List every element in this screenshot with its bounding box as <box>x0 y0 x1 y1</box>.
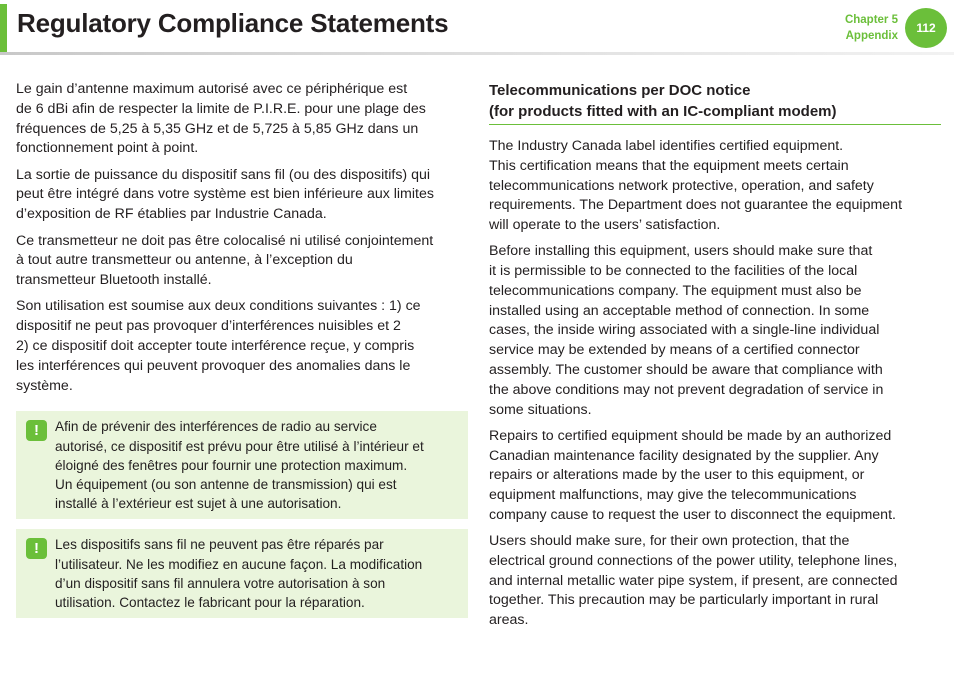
text-line: fréquences de 5,25 à 5,35 GHz et de 5,725 à 5,85 GHz dans un <box>16 120 419 137</box>
text-line: Repairs to certified equipment should be made by an authorized <box>489 427 892 444</box>
page-title: Regulatory Compliance Statements <box>17 8 449 38</box>
page-number-badge: 112 <box>905 8 947 48</box>
text-line: Afin de prévenir des interférences de radio au service <box>55 419 377 435</box>
left-paragraphs <box>16 80 468 396</box>
text-line: The Industry Canada label identifies certified equipment. <box>489 138 844 154</box>
body-paragraph <box>16 166 468 225</box>
text-line: transmetteur Bluetooth installé. <box>16 272 212 289</box>
text-line: areas. <box>489 612 529 629</box>
text-line: company cause to request the user to disconnect the equipment. <box>489 506 896 523</box>
right-column <box>489 80 941 637</box>
text-line: l’utilisateur. Ne les modifiez en aucune façon. La modification <box>55 556 423 572</box>
text-line: some situations. <box>489 401 592 418</box>
text-line: d’un dispositif sans fil annulera votre autorisation à son <box>55 575 386 591</box>
section-heading <box>489 80 941 125</box>
body-paragraph <box>489 532 941 631</box>
body-paragraph <box>16 232 468 291</box>
left-column <box>16 80 468 618</box>
text-line: 2) ce dispositif doit accepter toute interférence reçue, y compris <box>16 338 415 355</box>
text-line: La sortie de puissance du dispositif sans fil (ou des dispositifs) qui <box>16 166 431 183</box>
text-line: fonctionnement point à point. <box>16 140 199 157</box>
text-line: the above conditions may not prevent degradation of service in <box>489 381 884 398</box>
notice-text <box>55 417 460 513</box>
text-line: Canadian maintenance facility designated by the supplier. Any <box>489 447 879 464</box>
chapter-label: Chapter 5 <box>844 14 898 26</box>
text-line: Before installing this equipment, users should make sure that <box>489 243 873 260</box>
text-line: equipment malfunctions, may give the telecommunications <box>489 487 857 504</box>
text-line: Le gain d’antenne maximum autorisé avec ce périphérique est <box>16 81 408 97</box>
text-line: This certification means that the equipment meets certain <box>489 157 849 174</box>
exclamation-icon: ! <box>26 538 47 559</box>
text-line: will operate to the users’ satisfaction. <box>489 217 721 234</box>
text-line: cases, the inside wiring associated with a single-line individual <box>489 322 880 339</box>
appendix-label: Appendix <box>845 30 898 42</box>
text-line: Les dispositifs sans fil ne peuvent pas être réparés par <box>55 537 384 553</box>
body-paragraph <box>489 242 941 420</box>
header-divider <box>0 52 954 55</box>
text-line: installed using an acceptable method of connection. In some <box>489 302 870 319</box>
section-heading-line2: (for products fitted with an IC-compliant modem) <box>489 103 837 120</box>
text-line: utilisation. Contactez le fabricant pour la réparation. <box>55 595 365 611</box>
text-line: telecommunications company. The equipment must also be <box>489 282 862 299</box>
text-line: système. <box>16 377 73 394</box>
text-line: telecommunications network protective, operation, and safety <box>489 177 874 194</box>
text-line: d’exposition de RF établies par Industrie Canada. <box>16 206 327 223</box>
notice-text <box>55 535 460 612</box>
section-heading-line1: Telecommunications per DOC notice <box>489 82 751 99</box>
text-line: together. This precaution may be particularly important in rural <box>489 592 879 609</box>
notice-list <box>16 411 468 618</box>
text-line: repairs or alterations made by the user to this equipment, or <box>489 467 865 484</box>
body-paragraph <box>16 80 468 159</box>
text-line: electrical ground connections of the power utility, telephone lines, <box>489 552 898 569</box>
text-line: éloigné des fenêtres pour fournir une protection maximum. <box>55 457 408 473</box>
text-line: and internal metallic water pipe system, if present, are connected <box>489 572 898 589</box>
text-line: Son utilisation est soumise aux deux conditions suivantes : 1) ce <box>16 298 421 315</box>
text-line: autorisé, ce dispositif est prévu pour être utilisé à l’intérieur et <box>55 438 424 454</box>
body-paragraph <box>16 297 468 396</box>
text-line: de 6 dBi afin de respecter la limite de P.I.R.E. pour une plage des <box>16 100 426 117</box>
notice-box <box>16 411 468 519</box>
title-accent-bar <box>0 4 7 52</box>
text-line: requirements. The Department does not guarantee the equipment <box>489 197 903 214</box>
text-line: les interférences qui peuvent provoquer des anomalies dans le <box>16 357 411 374</box>
chapter-indicator <box>845 12 898 44</box>
text-line: assembly. The customer should be aware that compliance with <box>489 362 883 379</box>
text-line: Un équipement (ou son antenne de transmission) qui est <box>55 477 397 493</box>
text-line: peut être intégré dans votre système est bien inférieure aux limites <box>16 186 434 203</box>
text-line: service may be extended by means of a certified connector <box>489 342 860 359</box>
notice-box <box>16 529 468 618</box>
text-line: à tout autre transmetteur ou antenne, à l’exception du <box>16 252 353 269</box>
exclamation-icon: ! <box>26 420 47 441</box>
body-paragraph <box>489 137 941 236</box>
text-line: it is permissible to be connected to the facilities of the local <box>489 263 858 280</box>
text-line: installé à l’extérieur est sujet à une autorisation. <box>55 496 342 512</box>
text-line: Users should make sure, for their own protection, that the <box>489 533 850 550</box>
right-paragraphs <box>489 137 941 631</box>
text-line: dispositif ne peut pas provoquer d’interférences nuisibles et 2 <box>16 318 401 335</box>
body-paragraph <box>489 427 941 526</box>
text-line: Ce transmetteur ne doit pas être colocalisé ni utilisé conjointement <box>16 232 434 249</box>
